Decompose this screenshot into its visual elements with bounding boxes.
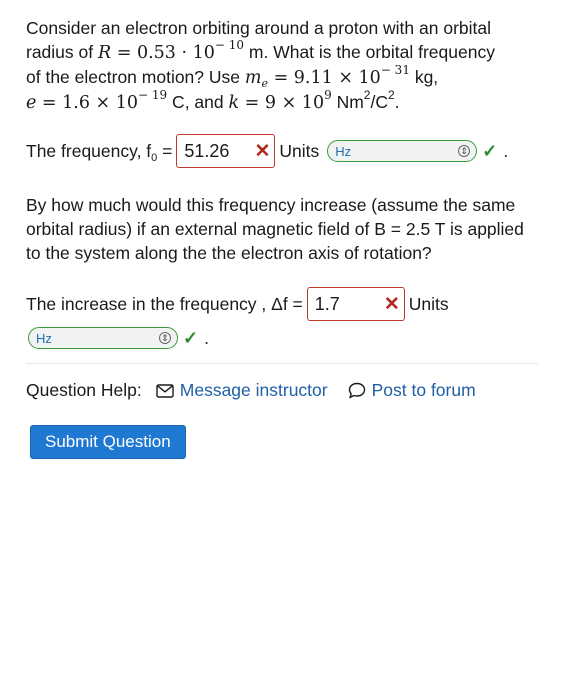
charge-symbol: e bbox=[26, 93, 37, 113]
part1-period: . bbox=[503, 140, 509, 161]
part1-label-equals: = bbox=[157, 140, 173, 161]
charge-value: = 1.6 × 10 bbox=[36, 93, 139, 113]
part1-answer-line bbox=[26, 134, 536, 168]
part1-units-select[interactable] bbox=[327, 140, 477, 162]
part2-answer-input[interactable] bbox=[307, 287, 405, 321]
part2-units-value: Hz bbox=[36, 330, 52, 346]
part1-label-subscript: 0 bbox=[151, 151, 158, 164]
speech-bubble-icon bbox=[348, 382, 366, 399]
part1-answer-value: 51.26 bbox=[184, 140, 230, 161]
k-value: = 9 × 10 bbox=[239, 93, 325, 113]
k-exponent: 9 bbox=[324, 88, 332, 102]
radius-value: = 0.53 · 10 bbox=[111, 43, 215, 63]
radius-symbol: R bbox=[97, 43, 112, 63]
charge-unit: C, and bbox=[167, 92, 229, 112]
select-arrows-icon: ⇕ bbox=[159, 332, 171, 344]
mass-unit: kg, bbox=[409, 67, 439, 87]
question-line-3-start: of the electron motion? Use bbox=[26, 67, 245, 87]
submit-question-button[interactable]: Submit Question bbox=[30, 425, 186, 459]
part2-answer-value: 1.7 bbox=[314, 293, 340, 314]
message-instructor-link[interactable] bbox=[156, 380, 328, 401]
correct-check-icon: ✓ bbox=[482, 140, 498, 161]
incorrect-icon: ✕ bbox=[254, 140, 271, 162]
question-help bbox=[26, 380, 536, 401]
radius-exponent: − 10 bbox=[214, 38, 245, 52]
k-symbol: k bbox=[228, 93, 240, 113]
k-unit-mid: /C bbox=[370, 92, 388, 112]
part2-label: The increase in the frequency , Δf = bbox=[26, 293, 303, 314]
message-instructor-text: Message instructor bbox=[179, 380, 328, 400]
question-line-2-start: radius of bbox=[26, 42, 98, 62]
k-unit: Nm bbox=[331, 92, 364, 112]
question-help-label: Question Help: bbox=[26, 380, 142, 400]
part2-text: By how much would this frequency increase (assume the same orbital radius) if an external magnetic field of B = 2.5 T is applied to the system along the the electron axis of rotation? bbox=[26, 195, 524, 263]
part2-units-line bbox=[28, 327, 536, 349]
mass-symbol: m bbox=[244, 68, 262, 88]
post-to-forum-text: Post to forum bbox=[371, 380, 476, 400]
submit-row bbox=[30, 425, 536, 459]
select-arrows-icon: ⇕ bbox=[458, 145, 470, 157]
question-text bbox=[26, 16, 536, 115]
part2-answer-line bbox=[26, 287, 536, 321]
charge-exponent: − 19 bbox=[138, 88, 168, 102]
post-to-forum-link[interactable] bbox=[348, 380, 476, 401]
part1-units-value: Hz bbox=[335, 143, 352, 159]
part1-answer-input[interactable] bbox=[176, 134, 275, 168]
part2-period: . bbox=[204, 327, 209, 348]
incorrect-icon: ✕ bbox=[383, 293, 400, 315]
question-line-1: Consider an electron orbiting around a proton with an orbital bbox=[26, 18, 492, 38]
part1-units-label: Units bbox=[279, 140, 320, 161]
question-line-2-end: m. What is the orbital frequency bbox=[244, 42, 495, 62]
correct-check-icon: ✓ bbox=[183, 327, 199, 348]
k-unit-exp-1: 2 bbox=[363, 88, 371, 102]
part1-label-text: The frequency, f bbox=[26, 140, 152, 161]
k-unit-end: . bbox=[394, 92, 400, 112]
mass-subscript: e bbox=[261, 77, 268, 90]
mass-value: = 9.11 × 10 bbox=[268, 68, 381, 88]
envelope-icon bbox=[156, 384, 174, 398]
part2-units-select[interactable] bbox=[28, 327, 178, 349]
k-unit-exp-2: 2 bbox=[387, 88, 395, 102]
part1-label bbox=[26, 141, 172, 162]
mass-exponent: − 31 bbox=[380, 63, 410, 77]
part2-units-label: Units bbox=[408, 293, 449, 314]
section-divider bbox=[26, 363, 538, 364]
